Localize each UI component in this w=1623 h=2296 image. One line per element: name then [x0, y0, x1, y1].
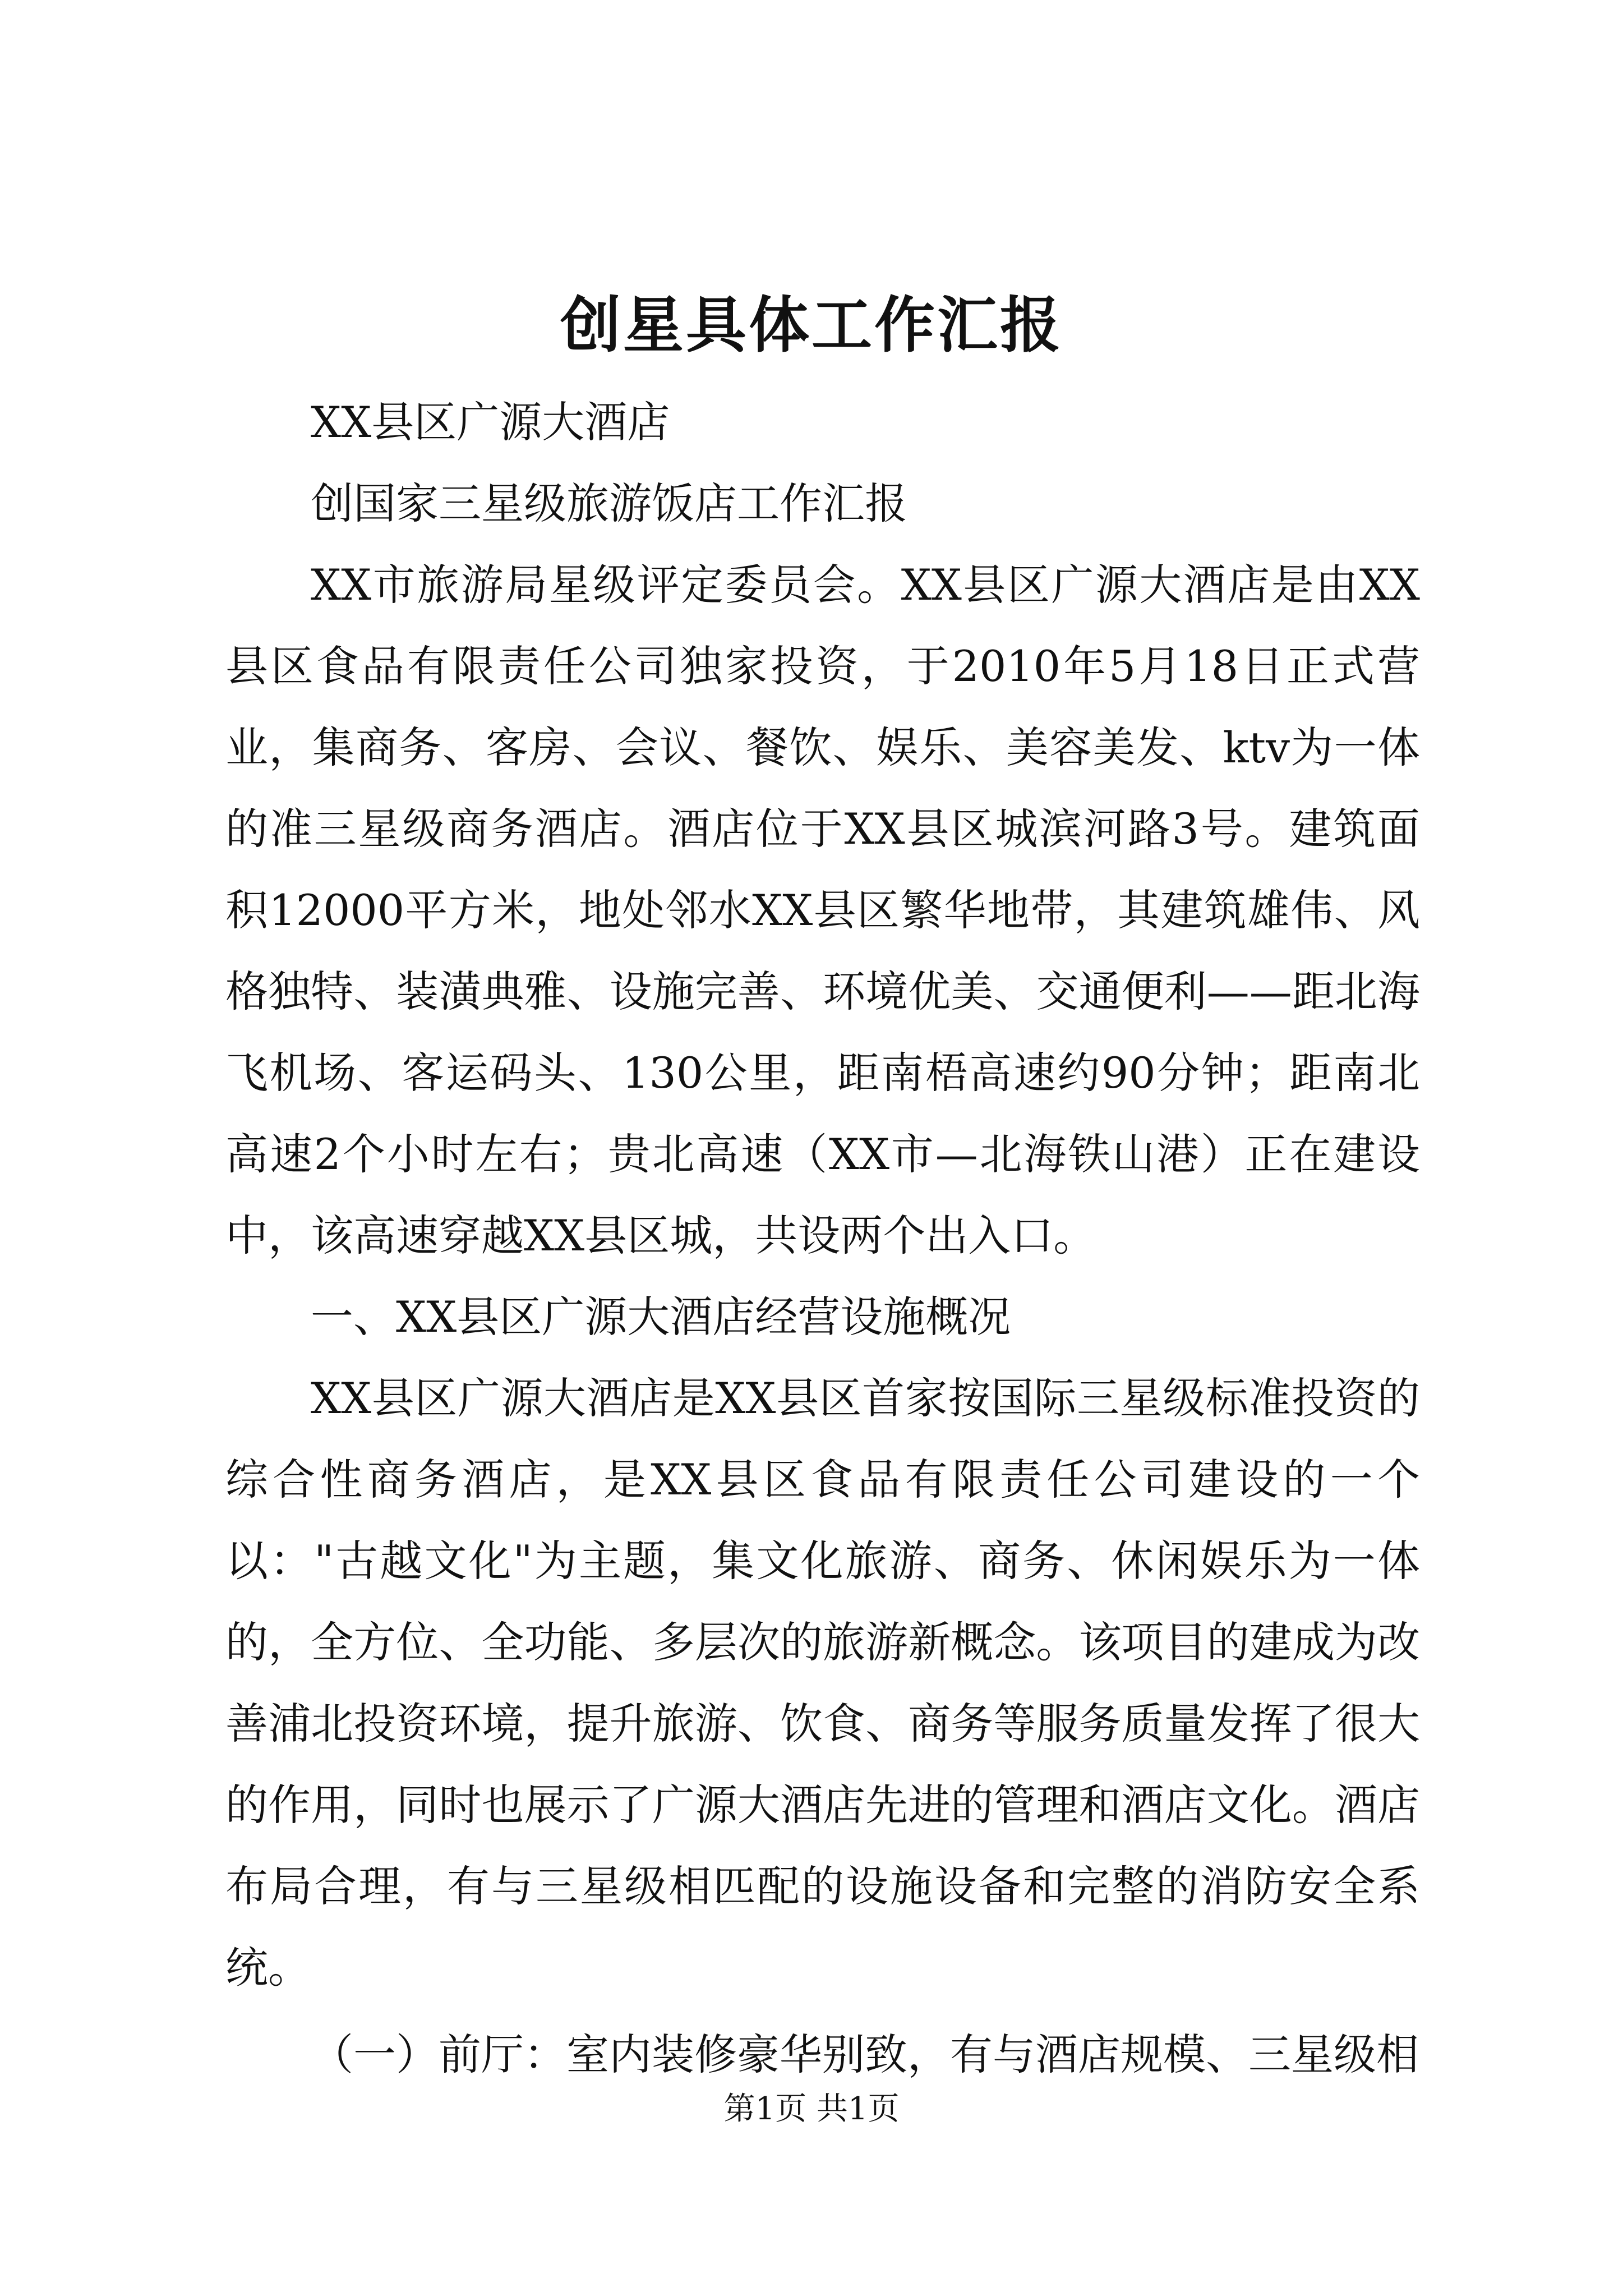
page-footer: 第1页 共1页 [723, 2091, 900, 2127]
document-title: 创星具体工作汇报 [560, 290, 1063, 361]
paragraph-facilities-overview: XX县区广源大酒店是XX县区首家按国际三星级标准投资的综合性商务酒店，是XX县区食品有限责任公司建设的一个以："古越文化"为主题，集文化旅游、商务、休闲娱乐为一体的，全方位、全功能、多层次的旅游新概念。该项目的建成为改善浦北投资环境，提升旅游、饮食、商务等服务质量发挥了很大的作用，同时也展示了广源大酒店先进的管理和酒店文化。酒店布局合理，有与三星级相匹配的设施设备和完整的消防安全系统。 [225, 1373, 1420, 1993]
section-heading-1: 一、XX县区广源大酒店经营设施概况 [311, 1292, 1011, 1342]
paragraph-report-subtitle: 创国家三星级旅游饭店工作汇报 [311, 478, 907, 528]
paragraph-hotel-name: XX县区广源大酒店 [311, 397, 670, 447]
document-body [225, 381, 1420, 2095]
paragraph-introduction: XX市旅游局星级评定委员会。XX县区广源大酒店是由XX县区食品有限责任公司独家投资，于2010年5月18日正式营业，集商务、客房、会议、餐饮、娱乐、美容美发、ktv为一体的准三星级商务酒店。酒店位于XX县区城滨河路3号。建筑面积12000平方米，地处邻水XX县区繁华地带，其建筑雄伟、风格独特、装潢典雅、设施完善、环境优美、交通便利——距北海飞机场、客运码头、130公里，距南梧高速约90分钟；距南北高速2个小时左右；贵北高速（XX市—北海铁山港）正在建设中，该高速穿越XX县区城，共设两个出入口。 [225, 560, 1420, 1260]
paragraph-front-hall: （一）前厅：室内装修豪华别致，有与酒店规模、三星级相 [311, 2030, 1419, 2079]
